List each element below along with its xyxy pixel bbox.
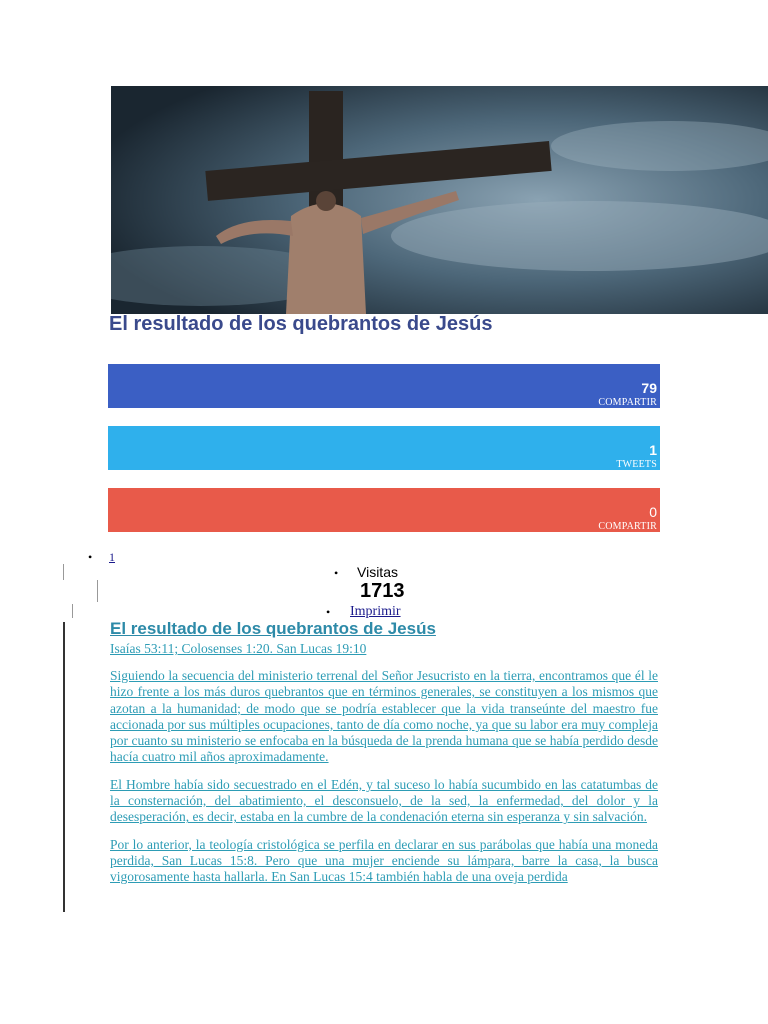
facebook-share-count: 79 — [641, 380, 657, 396]
bullet-print: • — [326, 605, 331, 619]
google-share-button[interactable] — [108, 488, 660, 532]
visits-count: 1713 — [360, 580, 405, 602]
bullet-page: • — [88, 550, 93, 564]
print-link[interactable]: Imprimir — [350, 604, 401, 619]
bullet-google: • — [74, 489, 79, 504]
twitter-tweet-count: 1 — [649, 442, 657, 458]
facebook-share-button[interactable] — [108, 364, 660, 408]
divider — [63, 564, 64, 580]
facebook-share-label: COMPARTIR — [598, 397, 657, 408]
visits-label: Visitas — [357, 564, 398, 580]
twitter-share-button[interactable] — [108, 426, 660, 470]
scripture-references[interactable]: Isaías 53:11; Colosenses 1:20. San Lucas 19:10 — [110, 641, 367, 656]
article-paragraph[interactable]: Por lo anterior, la teología cristológica se perfila en declarar en sus parábolas que había una moneda perdida, San Lucas 15:8. Pero que una mujer enciende su lámpara, barre la casa, la busca vigorosamente hasta hallarla. En San Lucas 15:4 también habla de una oveja perdida — [110, 836, 658, 885]
crucifixion-image — [111, 86, 768, 314]
page-number-link[interactable]: 1 — [109, 550, 115, 564]
article-paragraph[interactable]: El Hombre había sido secuestrado en el Edén, y tal suceso lo había sucumbido en las catatumbas de la consternación, del abatimiento, el desconsuelo, de la sed, la enfermedad, del dolor y la desesperación, es decir, estaba en la cumbre de la condenación eterna sin esperanza y sin salvación. — [110, 776, 658, 825]
bullet-facebook: • — [74, 365, 79, 380]
hero-image — [111, 86, 768, 314]
article-heading-link[interactable]: El resultado de los quebrantos de Jesús — [110, 619, 436, 638]
left-rule — [63, 622, 65, 912]
bullet-visits: • — [334, 566, 339, 580]
bullet-twitter: • — [74, 427, 79, 442]
article-paragraph[interactable]: Siguiendo la secuencia del ministerio terrenal del Señor Jesucristo en la tierra, encontramos que él le hizo frente a los más duros quebrantos que en términos generales, se constituyen a los mismos que azotan a la humanidad; de modo que se podría establecer que la vida transeúnte del maestro fue accionada por sus múltiples ocupaciones, tanto de día como noche, ya que su labor era muy compleja por cuanto su ministerio se enfocaba en la búsqueda de la prenda humana que se había perdido desde hacía cuatro mil años aproximadamente. — [110, 668, 658, 765]
twitter-tweet-label: TWEETS — [616, 459, 657, 470]
page-title: El resultado de los quebrantos de Jesús — [109, 313, 493, 335]
article-body — [110, 619, 658, 886]
divider — [97, 580, 98, 602]
google-share-label: COMPARTIR — [598, 521, 657, 532]
divider — [72, 604, 73, 618]
google-share-count: 0 — [649, 504, 657, 520]
